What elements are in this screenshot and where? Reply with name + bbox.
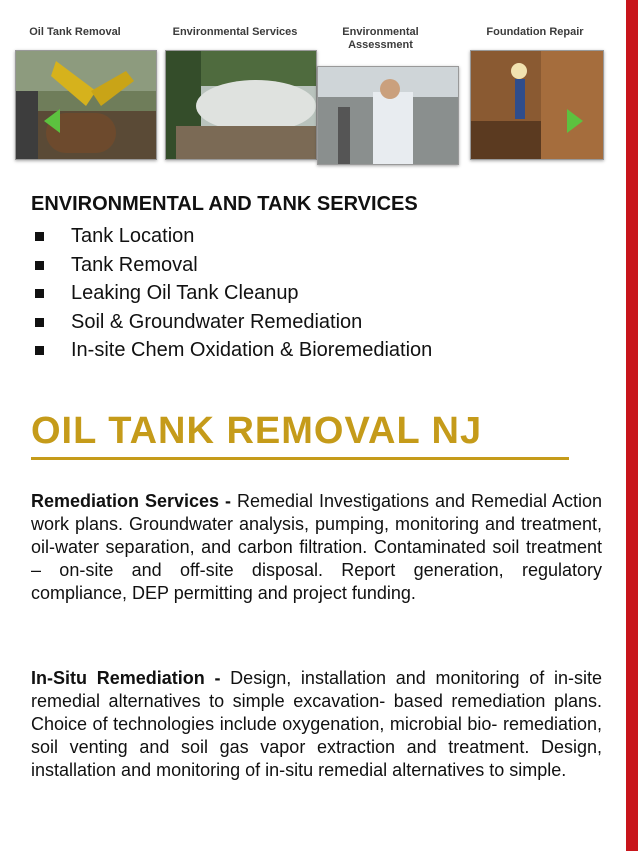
next-arrow-icon[interactable] (567, 109, 583, 133)
list-item-label: Soil & Groundwater Remediation (71, 310, 363, 333)
assessment-photo (317, 66, 459, 165)
accent-bar (626, 0, 638, 851)
remediation-paragraph (31, 490, 602, 605)
page-title: OIL TANK REMOVAL NJ (31, 410, 483, 452)
tab-foundation-repair[interactable]: Foundation Repair (486, 26, 584, 38)
bullet-icon (35, 318, 44, 327)
excavator-photo (15, 50, 157, 160)
paragraph-lead: Remediation Services - (31, 491, 231, 511)
tab-environmental-assessment[interactable]: Environmental Assessment (342, 26, 419, 51)
in-situ-paragraph (31, 667, 602, 782)
paragraph-body: Design, installation and monitoring of in-site remedial alternatives to simple excavation- based remediation plans. Choice of technologies include oxygenation, microbial bio- remediation, soil venting and soil gas vapor extraction and treatment. Design, installation and monitoring of in-situ remedial alternatives to simple. (31, 668, 602, 780)
title-underline (31, 457, 569, 460)
bullet-icon (35, 261, 44, 270)
list-item-label: In-site Chem Oxidation & Bioremediation (71, 339, 433, 361)
services-list (31, 222, 432, 365)
list-item-label: Tank Removal (71, 253, 198, 276)
services-banner (15, 18, 605, 163)
paragraph-body: Remedial Investigations and Remedial Action work plans. Groundwater analysis, pumping, monitoring and treatment, oil-water separation, and carbon filtration. Contaminated soil treatment – on-site and off-site disposal. Report generation, regulatory compliance, DEP permitting and project funding. (31, 491, 602, 603)
list-item (31, 308, 432, 337)
bullet-icon (35, 232, 44, 241)
list-item (31, 279, 432, 308)
list-item (31, 251, 432, 280)
prev-arrow-icon[interactable] (44, 109, 60, 133)
list-item (31, 336, 432, 365)
tab-oil-tank-removal[interactable]: Oil Tank Removal (29, 26, 121, 38)
bullet-icon (35, 346, 44, 355)
list-item-label: Leaking Oil Tank Cleanup (71, 282, 299, 304)
tab-environmental-services[interactable]: Environmental Services (172, 26, 298, 38)
list-item-label: Tank Location (71, 225, 195, 247)
tank-photo (165, 50, 317, 160)
list-item (31, 222, 432, 251)
foundation-photo (470, 50, 604, 160)
paragraph-lead: In-Situ Remediation - (31, 668, 221, 688)
bullet-icon (35, 289, 44, 298)
services-heading: ENVIRONMENTAL AND TANK SERVICES (31, 193, 418, 215)
